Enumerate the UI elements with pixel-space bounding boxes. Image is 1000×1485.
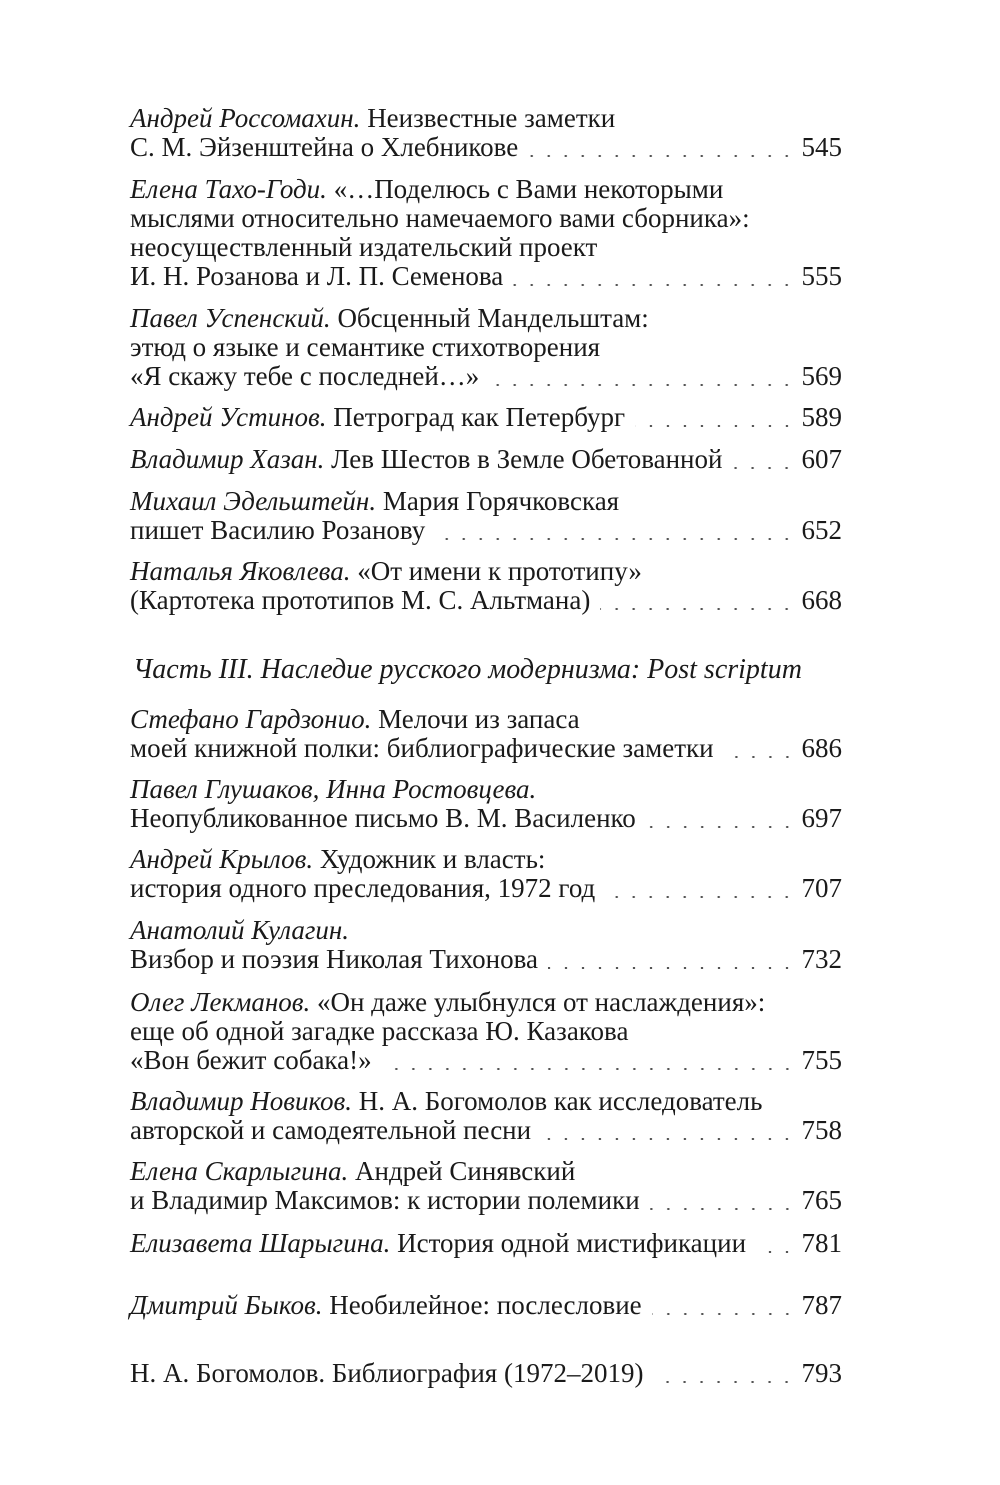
entry-title-line: «Он даже улыбнулся от наслаждения»: bbox=[310, 987, 766, 1017]
page-number: 555 bbox=[801, 261, 842, 291]
dot-leader bbox=[382, 1068, 796, 1070]
entry-author: Владимир Новиков. bbox=[130, 1086, 353, 1116]
dot-leader bbox=[513, 284, 795, 286]
entry-title-line: Обсценный Мандельштам: bbox=[330, 303, 649, 333]
entry-title-line: Андрей Синявский bbox=[348, 1156, 576, 1186]
toc-entry bbox=[130, 988, 842, 1075]
dot-leader bbox=[435, 538, 795, 540]
dot-leader bbox=[650, 1208, 796, 1210]
entry-author: Андрей Устинов. bbox=[130, 402, 327, 432]
toc-entry bbox=[130, 557, 842, 615]
dot-leader bbox=[548, 967, 796, 969]
page-number: 545 bbox=[801, 132, 842, 162]
dot-leader bbox=[756, 1251, 795, 1253]
entry-title-line: авторской и самодеятельной песни bbox=[130, 1115, 532, 1145]
entry-title-line: этюд о языке и семантике стихотворения bbox=[130, 332, 601, 362]
entry-author: Елизавета Шарыгина. bbox=[130, 1228, 391, 1258]
entry-title-line: Петроград как Петербург bbox=[326, 402, 626, 432]
entry-author: Елена Скарлыгина. bbox=[130, 1156, 349, 1186]
entry-author: Наталья Яковлева. bbox=[130, 556, 351, 586]
entry-title-line: Н. А. Богомолов. Библиография (1972–2019) bbox=[130, 1358, 644, 1388]
toc-entry bbox=[130, 445, 842, 474]
entry-title-line: С. М. Эйзенштейна о Хлебникове bbox=[130, 132, 519, 162]
dot-leader bbox=[732, 467, 795, 469]
toc-entry bbox=[130, 403, 842, 432]
page-number: 569 bbox=[801, 361, 842, 391]
entry-title-line: «Вон бежит собака!» bbox=[130, 1045, 372, 1075]
entry-title-line: Визбор и поэзия Николая Тихонова bbox=[130, 944, 538, 974]
page-number: 697 bbox=[801, 803, 842, 833]
toc-entry bbox=[130, 705, 842, 763]
entry-title-line: мыслями относительно намечаемого вами сборника»: bbox=[130, 203, 750, 233]
page-number: 758 bbox=[801, 1115, 842, 1145]
entry-title-line: Необилейное: послесловие bbox=[322, 1290, 642, 1320]
toc-entry bbox=[130, 1157, 842, 1215]
toc-entry bbox=[130, 1229, 842, 1258]
entry-title-line: неосуществленный издательский проект bbox=[130, 232, 598, 262]
entry-title-line: еще об одной загадке рассказа Ю. Казакова bbox=[130, 1016, 629, 1046]
part-heading: Часть III. Наследие русского модернизма: Post scriptum bbox=[133, 654, 802, 685]
page-number: 765 bbox=[801, 1185, 842, 1215]
toc-entry bbox=[130, 1087, 842, 1145]
page-number: 793 bbox=[801, 1358, 842, 1388]
entry-author: Павел Глушаков, Инна Ростовцева. bbox=[130, 774, 537, 804]
dot-leader bbox=[528, 155, 795, 157]
dot-leader bbox=[724, 756, 796, 758]
entry-title-line: «От имени к прототипу» bbox=[350, 556, 642, 586]
afterword-entry bbox=[130, 1291, 842, 1320]
entry-title-line: Неизвестные заметки bbox=[360, 103, 616, 133]
page-number: 652 bbox=[801, 515, 842, 545]
toc-entry bbox=[130, 775, 842, 833]
entry-author: Андрей Россомахин. bbox=[130, 103, 361, 133]
entry-author: Павел Успенский. bbox=[130, 303, 331, 333]
dot-leader bbox=[600, 608, 795, 610]
entry-title-line: Н. А. Богомолов как исследователь bbox=[352, 1086, 763, 1116]
toc-entry bbox=[130, 175, 842, 291]
entry-title-line: пишет Василию Розанову bbox=[130, 515, 426, 545]
entry-author: Стефано Гардзонио. bbox=[130, 704, 372, 734]
page-number: 707 bbox=[801, 873, 842, 903]
page-number: 668 bbox=[801, 585, 842, 615]
toc-entry bbox=[130, 845, 842, 903]
dot-leader bbox=[652, 1313, 796, 1315]
dot-leader bbox=[646, 826, 796, 828]
entry-author: Владимир Хазан. bbox=[130, 444, 325, 474]
dot-leader bbox=[605, 896, 795, 898]
page-number: 607 bbox=[801, 444, 842, 474]
entry-author: Анатолий Кулагин. bbox=[130, 915, 350, 945]
page-number: 686 bbox=[801, 733, 842, 763]
entry-title-line: история одного преследования, 1972 год bbox=[130, 873, 596, 903]
page-number: 787 bbox=[801, 1290, 842, 1320]
entry-author: Михаил Эдельштейн. bbox=[130, 486, 377, 516]
entry-author: Олег Лекманов. bbox=[130, 987, 311, 1017]
entry-title-line: моей книжной полки: библиографические заметки bbox=[130, 733, 714, 763]
entry-title-line: Неопубликованное письмо В. М. Василенко bbox=[130, 803, 636, 833]
page-number: 589 bbox=[801, 402, 842, 432]
entry-title-line: Мелочи из запаса bbox=[371, 704, 580, 734]
entry-title-line: и Владимир Максимов: к истории полемики bbox=[130, 1185, 640, 1215]
dot-leader bbox=[635, 425, 795, 427]
entry-title-line: (Картотека прототипов М. С. Альтмана) bbox=[130, 585, 591, 615]
toc-entry bbox=[130, 104, 842, 162]
dot-leader bbox=[653, 1381, 795, 1383]
dot-leader bbox=[541, 1138, 795, 1140]
entry-title-line: Лев Шестов в Земле Обетованной bbox=[324, 444, 723, 474]
entry-title-line: Мария Горячковская bbox=[376, 486, 620, 516]
page-number: 732 bbox=[801, 944, 842, 974]
entry-title-line: И. Н. Розанова и Л. П. Семенова bbox=[130, 261, 504, 291]
toc-entry bbox=[130, 304, 842, 391]
entry-title-line: «Я скажу тебе с последней…» bbox=[130, 361, 480, 391]
page-number: 755 bbox=[801, 1045, 842, 1075]
page-number: 781 bbox=[801, 1228, 842, 1258]
toc-entry bbox=[130, 916, 842, 974]
entry-title-line: Художник и власть: bbox=[313, 844, 546, 874]
entry-title-line: «…Поделюсь с Вами некоторыми bbox=[326, 174, 724, 204]
entry-title-line: История одной мистификации bbox=[390, 1228, 747, 1258]
entry-author: Елена Тахо-Годи. bbox=[130, 174, 327, 204]
entry-author: Андрей Крылов. bbox=[130, 844, 314, 874]
dot-leader bbox=[489, 384, 795, 386]
entry-author: Дмитрий Быков. bbox=[130, 1290, 323, 1320]
bibliography-entry bbox=[130, 1359, 842, 1388]
toc-entry bbox=[130, 487, 842, 545]
